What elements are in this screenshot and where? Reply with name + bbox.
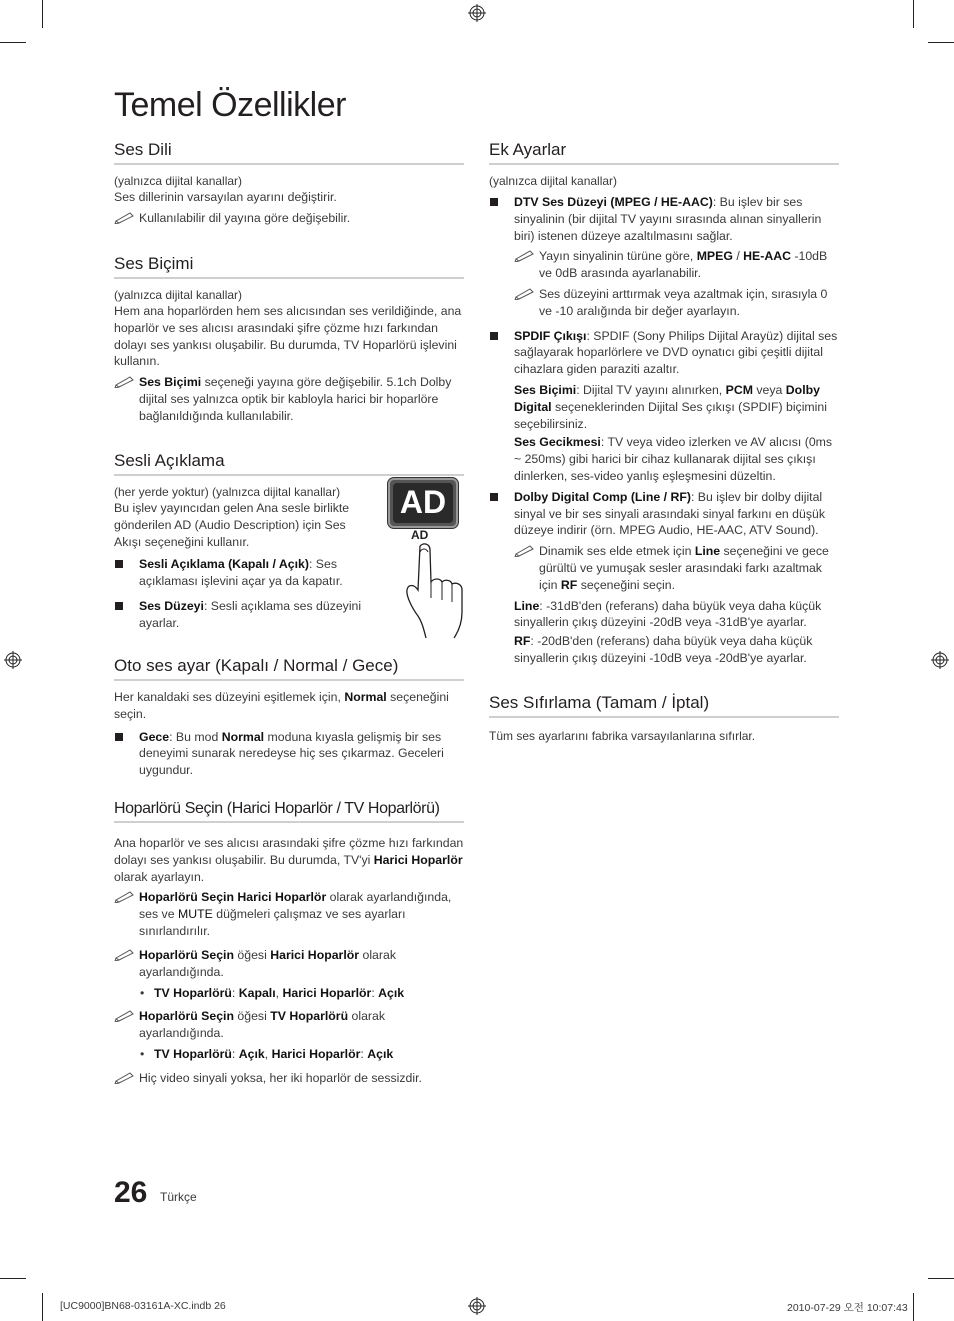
note-text: Dinamik ses elde etmek için <box>539 544 695 559</box>
note-bold: MPEG <box>696 249 733 264</box>
bullet-square-icon <box>115 733 123 741</box>
language-label: Türkçe <box>160 1190 197 1204</box>
item-bold: Ses Biçimi <box>514 382 577 397</box>
note-text: / <box>732 249 744 264</box>
note <box>114 1070 464 1087</box>
item-text: : Bu işlev bir ses sinyalinin (bir dijital TV yayını sırasında alınan sinyallerin biri) istenen düzeye azaltılmasını sağlar. <box>514 195 822 243</box>
description <box>114 835 464 885</box>
mute-label: MUTE <box>177 907 213 922</box>
section-heading: Ek Ayarlar <box>489 140 839 165</box>
section-ek-ayarlar <box>489 140 839 667</box>
ad-button-illustration <box>386 476 466 641</box>
note <box>514 286 839 320</box>
item-bold: SPDIF Çıkışı <box>514 328 587 343</box>
item-text: : -20dB'den (referans) daha büyük veya daha küçük sinyallerin çıkış düzeyini -10dB veya -20dB'ye ayarlar. <box>514 634 813 665</box>
description-text: Her kanaldaki ses düzeyini eşitlemek için, <box>114 690 345 704</box>
crop-mark <box>0 42 26 43</box>
item-bold: TV Hoparlörü <box>154 986 232 1001</box>
note-text: olarak ayarlandığında. <box>139 1009 386 1040</box>
scope-text: (her yerde yoktur) (yalnızca dijital kanallar) <box>114 485 341 499</box>
registration-mark-icon <box>468 1297 486 1315</box>
item-text: : Bu mod <box>169 729 222 744</box>
bullet-square-icon <box>490 198 498 206</box>
description-text: olarak ayarlayın. <box>114 869 205 884</box>
crop-mark <box>928 1278 954 1279</box>
item-bold: Ses Gecikmesi <box>514 435 601 450</box>
item-text: : Sesli açıklama ses düzeyini ayarlar. <box>139 598 362 630</box>
crop-mark <box>42 0 43 28</box>
item-text: moduna kıyasla gelişmiş bir ses deneyimi sunarak neredeyse hiç ses çıkarmaz. Geceleri uygundur. <box>139 729 444 778</box>
item-bold: Açık <box>238 1046 265 1061</box>
section-ses-sifirlama <box>489 693 839 744</box>
page-number: 26 <box>114 1176 148 1209</box>
sub-paragraph <box>489 633 839 667</box>
note-bold: Hoparlörü Seçin <box>139 1009 234 1024</box>
sub-paragraph <box>489 382 839 432</box>
item-bold: Sesli Açıklama (Kapalı / Açık) <box>139 557 309 572</box>
description: Bu işlev yayıncıdan gelen Ana sesle birlikte gönderilen AD (Audio Description) için Ses Akışı seçeneğini kullanır. <box>114 501 350 549</box>
hand-pointer-icon <box>404 542 466 640</box>
note-text: seçeneğini seçin. <box>577 577 676 592</box>
item-bold: Açık <box>367 1046 394 1061</box>
bullet-square-icon <box>490 493 498 501</box>
description: Ses dillerinin varsayılan ayarını değiştirir. <box>114 190 337 204</box>
note-text: Yayın sinyalinin türüne göre, <box>539 249 697 264</box>
note-bold: RF <box>560 577 578 592</box>
scope-text: (yalnızca dijital kanallar) <box>114 174 243 188</box>
pencil-note-icon <box>114 889 136 903</box>
bullet-dot-icon: • <box>140 1046 145 1061</box>
note <box>114 947 464 981</box>
item-bold: Açık <box>378 986 405 1001</box>
note-bold: Hoparlörü Seçin Harici Hoparlör <box>139 890 327 905</box>
section-heading: Ses Dili <box>114 140 464 165</box>
bullet-square-icon <box>115 602 123 610</box>
description <box>114 689 464 723</box>
note-text: Ses düzeyini arttırmak veya azaltmak için, sırasıyla 0 ve -10 aralığında bir değer ayarlayın. <box>539 286 828 318</box>
item-bold: Gece <box>139 729 170 744</box>
description-text: seçeneğini seçin. <box>114 690 449 721</box>
item-bold: DTV Ses Düzeyi (MPEG / HE-AAC) <box>514 195 713 209</box>
note-text: düğmeleri çalışmaz ve ses ayarları sınırlandırılır. <box>139 907 406 938</box>
note-bold: Ses Biçimi <box>139 375 202 390</box>
item-text: : SPDIF (Sony Philips Dijital Arayüz) dijital ses sağlayarak hoparlörlere ve DVD oynatıcı gibi çeşitli dijital cihazlara giden paraziti azaltır. <box>514 328 838 377</box>
list-item <box>114 729 464 779</box>
description-text: Ana hoparlör ve ses alıcısı arasındaki şifre çözme hızı farkından dolayı ses yankısı oluşabilir. Bu durumda, TV'yi <box>114 836 464 867</box>
list-item <box>489 194 839 244</box>
description: Hem ana hoparlörden hem ses alıcısından ses verildiğinde, ana hoparlör ve ses alıcısı arasındaki şifre çözme hızı farkından dolayı ses yankısı oluşabilir. Bu durumda, TV Hoparlörü işlevini kullanın. <box>114 304 462 369</box>
pencil-note-icon <box>514 543 536 557</box>
item-bold: Harici Hoparlör <box>271 1046 361 1061</box>
bullet-square-icon <box>115 560 123 568</box>
list-item <box>114 556 364 590</box>
print-footer-timestamp: 2010-07-29 오전 10:07:43 <box>787 1302 908 1314</box>
note-bold: HE-AAC <box>743 249 791 264</box>
section-heading: Sesli Açıklama <box>114 451 464 476</box>
ad-icon-text: AD <box>399 484 447 520</box>
item-text: : TV veya video izlerken ve AV alıcısı (0ms ~ 250ms) gibi harici bir cihaz kullanarak dijital ses çıkışı dinlerken, ses-video yanlış eşleşmesini düzeltin. <box>514 435 833 483</box>
note <box>514 543 839 593</box>
description-bold: Harici Hoparlör <box>373 852 463 867</box>
registration-mark-icon <box>931 651 949 669</box>
note <box>114 889 464 939</box>
section-ses-bicimi <box>114 254 464 425</box>
note-bold: Harici Hoparlör <box>270 947 360 962</box>
crop-mark <box>928 42 954 43</box>
item-text: : Dijital TV yayını alınırken, <box>576 382 726 397</box>
list-item: • TV Hoparlörü: Açık, Harici Hoparlör: Açık <box>140 1046 394 1061</box>
pencil-note-icon <box>114 210 136 224</box>
scope-text: (yalnızca dijital kanallar) <box>114 288 243 302</box>
note-text: öğesi <box>233 947 271 962</box>
bullet-dot-icon: • <box>140 986 145 1001</box>
item-bold: TV Hoparlörü <box>154 1046 232 1061</box>
registration-mark-icon <box>4 651 22 669</box>
list-item: • TV Hoparlörü: Kapalı, Harici Hoparlör: Açık <box>140 986 405 1001</box>
crop-mark <box>913 0 914 28</box>
description-bold: Normal <box>344 690 387 704</box>
section-heading: Ses Sıfırlama (Tamam / İptal) <box>489 693 839 718</box>
item-text: : -31dB'den (referans) daha büyük veya daha küçük sinyallerin çıkış düzeyini -20dB veya -31dB'ye ayarlar. <box>514 598 822 630</box>
bullet-square-icon <box>490 332 498 340</box>
pencil-note-icon <box>114 1070 136 1084</box>
item-bold: RF <box>514 634 531 649</box>
note-bold: Line <box>694 544 721 559</box>
note-text: olarak ayarlandığında. <box>139 947 396 979</box>
list-item <box>489 489 839 539</box>
note <box>514 248 839 282</box>
item-text: : Bu işlev bir dolby dijital sinyal ve bir ses sinyali arasındaki sinyal farkını en düşük düzeye indirir (örn. MPEG Audio, HE-AAC, ATV Sound). <box>514 489 825 538</box>
ad-button-icon <box>388 478 458 528</box>
item-bold: Dolby Digital Comp (Line / RF) <box>514 489 691 504</box>
pencil-note-icon <box>114 374 136 388</box>
item-bold: Kapalı <box>238 986 276 1001</box>
item-bold: Ses Düzeyi <box>139 598 204 613</box>
pencil-note-icon <box>514 286 536 300</box>
scope-text: (yalnızca dijital kanallar) <box>489 174 618 188</box>
note-text: olarak ayarlandığında, ses ve <box>139 890 452 922</box>
page-title: Temel Özellikler <box>114 86 346 124</box>
note <box>114 1008 464 1042</box>
sub-paragraph <box>489 434 839 484</box>
sub-paragraph <box>489 598 839 632</box>
pencil-note-icon <box>514 248 536 262</box>
crop-mark <box>42 1293 43 1321</box>
section-ses-dili <box>114 140 464 227</box>
note-text: seçeneği yayına göre değişebilir. 5.1ch Dolby dijital ses yalnızca optik bir kabloyla harici bir hoparlöre bağlanıldığında kullanılabilir. <box>139 375 452 423</box>
note-text: Kullanılabilir dil yayına göre değişebilir. <box>139 210 351 225</box>
description: Tüm ses ayarlarını fabrika varsayılanlarına sıfırlar. <box>489 729 756 743</box>
crop-mark <box>0 1278 26 1279</box>
note-text: Hiç video sinyali yoksa, her iki hoparlör de sessizdir. <box>139 1070 422 1085</box>
note-bold: TV Hoparlörü <box>270 1009 349 1024</box>
section-oto-ses <box>114 656 464 779</box>
section-heading: Ses Biçimi <box>114 254 464 279</box>
ad-caption: AD <box>411 528 429 542</box>
item-text: veya <box>752 382 786 397</box>
item-bold: Line <box>514 598 540 613</box>
item-text: : Ses açıklaması işlevini açar ya da kapatır. <box>139 557 343 589</box>
item-bold: PCM <box>725 382 753 397</box>
crop-mark <box>913 1293 914 1321</box>
item-bold: Normal <box>221 729 265 744</box>
item-text: seçeneklerinden Dijital Ses çıkışı (SPDIF) biçimini seçebilirsiniz. <box>514 399 827 431</box>
section-hoparlor-secin <box>114 800 464 1086</box>
note <box>114 210 464 227</box>
section-heading: Hoparlörü Seçin (Harici Hoparlör / TV Hoparlörü) <box>114 800 464 823</box>
registration-mark-icon <box>468 4 486 22</box>
item-bold: Harici Hoparlör <box>282 986 372 1001</box>
note-text: seçeneğini ve gece gürültü ve yumuşak sesler arasındaki farkı azaltmak için <box>539 544 829 592</box>
print-footer-file: [UC9000]BN68-03161A-XC.indb 26 <box>60 1300 226 1312</box>
note <box>114 374 464 424</box>
pencil-note-icon <box>114 947 136 961</box>
note-bold: Hoparlörü Seçin <box>139 947 234 962</box>
item-bold: Dolby Digital <box>514 382 820 414</box>
note-text: -10dB ve 0dB arasında ayarlanabilir. <box>539 249 828 281</box>
pencil-note-icon <box>114 1008 136 1022</box>
section-heading: Oto ses ayar (Kapalı / Normal / Gece) <box>114 656 464 681</box>
list-item <box>114 598 364 632</box>
list-item <box>489 328 839 378</box>
note-text: öğesi <box>233 1009 271 1024</box>
